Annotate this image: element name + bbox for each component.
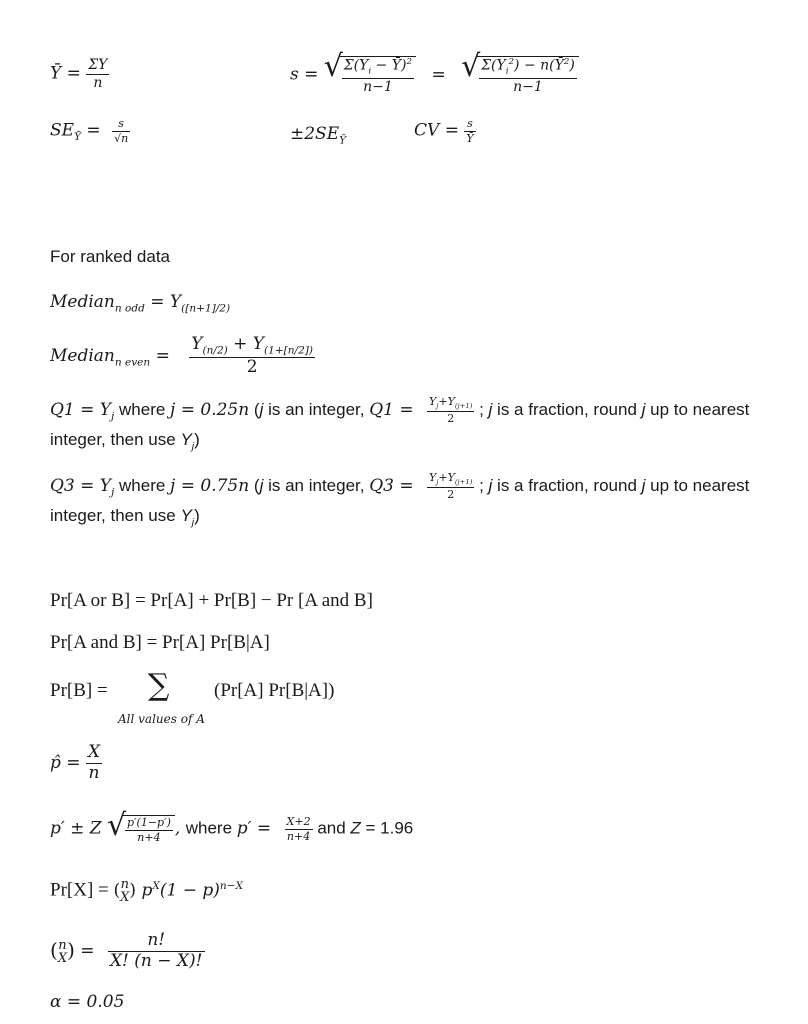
prob-total-rhs: (Pr[A] Pr[B|A]): [214, 680, 335, 701]
se-formula: $SE_Ȳ$ = $\frac{s}{√n}$: [50, 117, 129, 145]
ci-formula: $\pm 2SE_Ȳ$: [290, 124, 347, 147]
mean-lhs: Ȳ =: [50, 63, 81, 84]
mean-num: ΣY: [88, 57, 108, 73]
sd-lhs: s =: [290, 64, 319, 85]
sd-eq: =: [431, 64, 446, 85]
cv-formula: CV = $\frac{s}{Ȳ}$: [414, 117, 474, 145]
phat-formula: p̂ = $\frac{X}{n}$: [50, 742, 101, 783]
prob-or-formula: Pr[A or B] = Pr[A] + Pr[B] − Pr [A and B]: [50, 590, 373, 611]
sd-formula: s = √ $\frac{\Sigma(Y_i - Ȳ)^2}{n-1}$ = √ $\frac{\Sigma(Y_i^2) - n(Ȳ^2)}{n-1}$: [290, 56, 579, 94]
binomial-formula: Pr[X] = ( n X ) $p^X(1 - p)^{n-X}$: [50, 877, 243, 905]
ranked-heading: For ranked data: [50, 247, 171, 266]
agresti-formula: p′ ± Z √ $\frac{p'(1-p')}{n+4}$ , where p′ = $\frac{X+2}{n+4}$ and Z = 1.96: [50, 808, 414, 844]
choose-formula: ( n X ) = $\frac{n!}{X! (n - X)!}$: [50, 930, 203, 971]
summation-icon: ∑: [148, 668, 170, 703]
median-odd-formula: Median$_{n odd}$ = $Y_{([n+1]/2)}$: [50, 292, 231, 315]
mean-den: n: [93, 74, 103, 91]
q3-formula: $Q3 = Y_j$ where j = 0.75n (j is an integer, Q3 = $\frac{Y_j+Y_{(j+1)}}{2}$ ; j is a fraction, round j up to nearest: [50, 471, 750, 502]
sqrt-icon: √: [323, 49, 343, 84]
prob-and-formula: Pr[A and B] = Pr[A] Pr[B|A]: [50, 632, 270, 653]
median-even-formula: Median$_{n even}$ = $\frac{Y_{(n/2)} + Y_{(1+[n/2])}}{2}$: [50, 334, 314, 378]
q1-line2: integer, then use $Y_j$): [50, 430, 200, 453]
sqrt-icon-3: √: [107, 808, 127, 843]
q3-line2: integer, then use $Y_j$): [50, 506, 200, 529]
q1-formula: $Q1 = Y_j$ where j = 0.25n (j is an integer, Q1 = $\frac{Y_j+Y_{(j+1)}}{2}$ ; j is a fraction, round j up to nearest: [50, 395, 750, 426]
mean-formula: [50, 58, 109, 90]
sum-subscript: All values of A: [118, 712, 205, 726]
sqrt-icon-2: √: [461, 49, 481, 84]
prob-total-formula: Pr[B] =: [50, 680, 108, 701]
alpha-value: α = 0.05: [50, 992, 125, 1012]
